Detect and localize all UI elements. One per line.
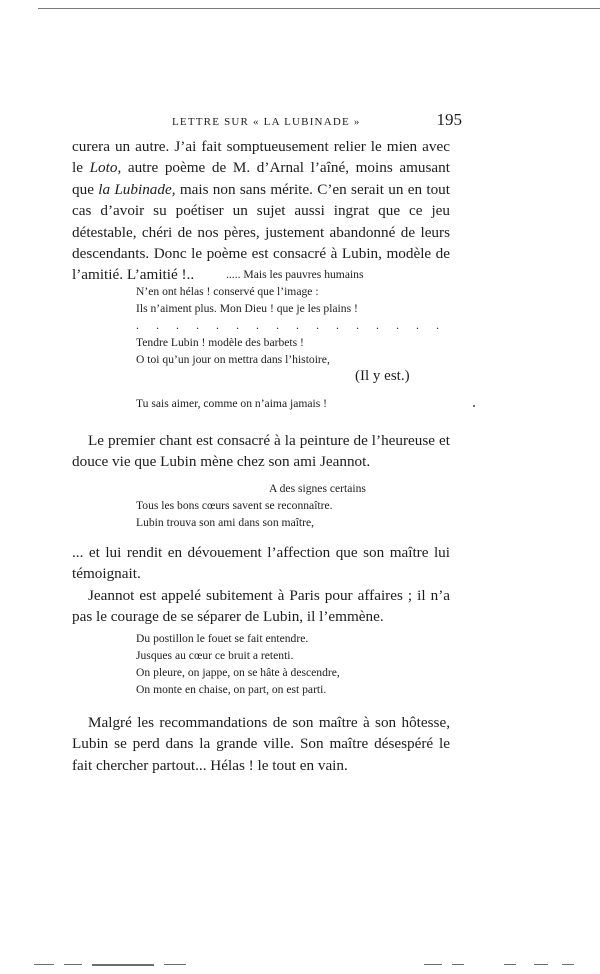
verse-3-line: On pleure, on jappe, on se hâte à descendre, bbox=[136, 666, 340, 679]
paragraph-1-text-b: , autre poème de M. d’Arnal l’aîné, moins amusant que bbox=[72, 159, 450, 198]
verse-2-line: Lubin trouva son ami dans son maître, bbox=[136, 516, 315, 529]
verse-2-line: A des signes certains bbox=[269, 482, 366, 495]
paragraph-1 bbox=[72, 136, 450, 286]
verse-1-line: O toi qu’un jour on mettra dans l’histoire, bbox=[136, 353, 330, 366]
paragraph-1-text-c: , mais non sans mérite. C’en serait un en tout cas d’avoir su poétiser un sujet aussi ingrat que ce jeu détestable, chéri de nos pères, justement abandonné de leurs descendants. Donc le poème est consacré à Lubin, modèle de l’amitié. L’amitié !.. bbox=[72, 180, 450, 284]
paragraph-2-text: Le premier chant est consacré à la peinture de l’heureuse et douce vie que Lubin mène chez son ami Jeannot. bbox=[72, 432, 450, 471]
verse-1-line: Tendre Lubin ! modèle des barbets ! bbox=[136, 336, 304, 349]
verse-1-line: ..... Mais les pauvres humains bbox=[226, 268, 364, 281]
paragraph-1-title-loto: Loto bbox=[89, 159, 118, 177]
verse-3-line: Du postillon le fouet se fait entendre. bbox=[136, 632, 309, 645]
print-speck bbox=[473, 405, 475, 407]
aside-remark: (Il y est.) bbox=[355, 368, 410, 384]
verse-3-line: Jusques au cœur ce bruit a retenti. bbox=[136, 649, 294, 662]
running-title: LETTRE SUR « LA LUBINADE » bbox=[172, 116, 361, 128]
verse-1-line: N’en ont hélas ! conservé que l’image : bbox=[136, 285, 319, 298]
top-edge-rule bbox=[38, 8, 600, 9]
paragraph-4-text: Malgré les recommandations de son maître à son hôtesse, Lubin se perd dans la grande ville. Son maître désespéré le fait chercher partout... Hélas ! le tout en vain. bbox=[72, 714, 450, 774]
verse-1-line: Ils n’aiment plus. Mon Dieu ! que je les plains ! bbox=[136, 302, 358, 315]
verse-2-line: Tous les bons cœurs savent se reconnaître. bbox=[136, 499, 333, 512]
verse-1-last-line: Tu sais aimer, comme on n’aima jamais ! bbox=[136, 397, 328, 410]
verse-ellipsis-row: . . . . . . . . . . . . . . . . bbox=[136, 318, 446, 332]
paragraph-3-second: Jeannot est appelé subitement à Paris pour affaires ; il n’a pas le courage de se séparer de Lubin, il l’emmène. bbox=[72, 586, 450, 626]
paragraph-2 bbox=[72, 430, 450, 473]
paragraph-4 bbox=[72, 712, 450, 776]
paragraph-3 bbox=[72, 542, 450, 628]
paragraph-1-title-lubinade: la Lubinade bbox=[98, 180, 172, 198]
page-number: 195 bbox=[436, 110, 462, 129]
verse-block-2 bbox=[136, 480, 366, 531]
verse-3-line: On monte en chaise, on part, on est parti. bbox=[136, 683, 327, 696]
verse-1-last-line-block bbox=[136, 395, 327, 412]
verse-block-3 bbox=[136, 630, 340, 698]
paragraph-3-first: ... et lui rendit en dévouement l’affection que son maître lui témoignait. bbox=[72, 544, 450, 583]
running-header bbox=[172, 110, 462, 132]
verse-block-1 bbox=[136, 266, 446, 368]
paragraph-1-text-a: curera un autre. J’ai fait somptueusement relier le mien avec le bbox=[72, 138, 450, 177]
bottom-edge-marks bbox=[34, 962, 574, 968]
